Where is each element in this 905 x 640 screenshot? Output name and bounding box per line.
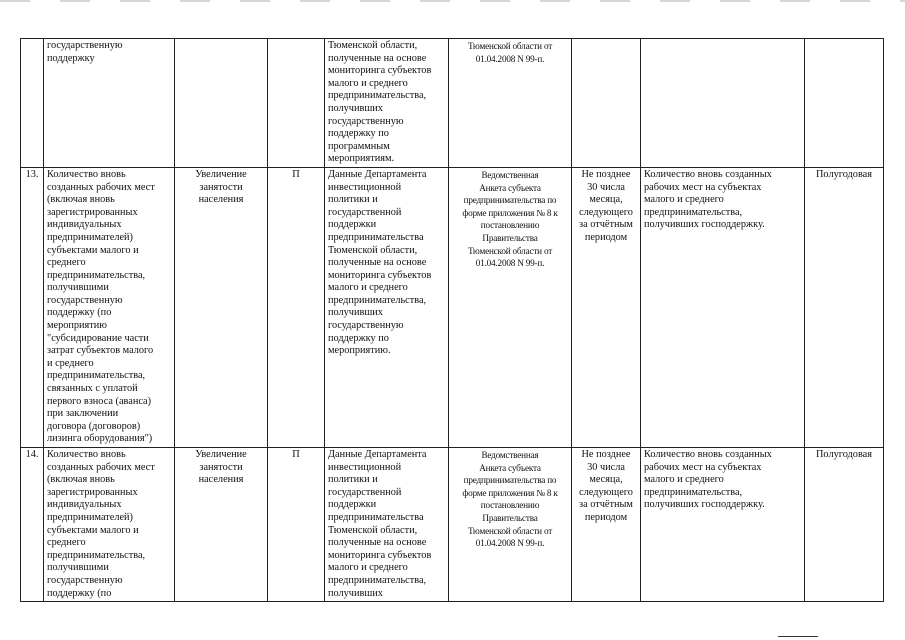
method-cell [641, 448, 805, 602]
page-footer-line [778, 636, 818, 637]
row-number: 13. [25, 168, 39, 180]
indicators-table [20, 38, 884, 602]
row-number-cell [21, 39, 44, 168]
direction-text: Увеличение занятости населения [195, 168, 247, 206]
deadline-cell [572, 39, 641, 168]
table-row [21, 39, 884, 168]
unit-text: П [292, 168, 300, 180]
indicator-cell [44, 448, 175, 602]
table-row [21, 448, 884, 602]
form-cell [449, 39, 572, 168]
form-cell [449, 448, 572, 602]
unit-cell [268, 448, 325, 602]
row-number-cell [21, 448, 44, 602]
source-text: Тюменской области, полученные на основе мониторинга субъектов малого и среднего предпринимательства, получивших государственную поддержку по программным мероприятиям. [328, 40, 432, 165]
unit-text: П [292, 449, 300, 460]
deadline-text: Не позднее 30 числа месяца, следующего за отчётным периодом [579, 168, 633, 243]
source-cell [325, 448, 449, 602]
source-text: Данные Департамента инвестиционной политики и государственной поддержки предпринимательства Тюменской области, полученные на основе мониторинга субъектов малого и среднего предпринимательства, получивших [328, 449, 432, 599]
deadline-text: Не позднее 30 числа месяца, следующего за отчётным периодом [579, 449, 633, 523]
period-cell [805, 448, 884, 602]
unit-cell [268, 167, 325, 447]
unit-cell [268, 39, 325, 168]
direction-cell [175, 39, 268, 168]
row-number: 14. [25, 449, 39, 460]
period-cell [805, 167, 884, 447]
deadline-cell [572, 167, 641, 447]
direction-text: Увеличение занятости населения [195, 449, 247, 486]
method-cell [641, 167, 805, 447]
method-text: Количество вновь созданных рабочих мест на субъектах малого и среднего предпринимательства, получивших господдержку. [644, 449, 772, 511]
table-row [21, 167, 884, 447]
method-text: Количество вновь созданных рабочих мест на субъектах малого и среднего предпринимательства, получивших господдержку. [644, 168, 772, 231]
indicator-cell [44, 39, 175, 168]
source-cell [325, 39, 449, 168]
direction-cell [175, 448, 268, 602]
source-text: Данные Департамента инвестиционной политики и государственной поддержки предпринимательства Тюменской области, полученные на основе мониторинга субъектов малого и среднего предпринимательства, получивших государственную поддержку по мероприятию. [328, 168, 432, 357]
indicator-cell [44, 167, 175, 447]
form-cell [449, 167, 572, 447]
form-text: Тюменской области от 01.04.2008 N 99-п. [467, 41, 553, 64]
period-text: Полугодовая [816, 168, 872, 180]
direction-cell [175, 167, 268, 447]
period-text: Полугодовая [816, 449, 872, 460]
deadline-cell [572, 448, 641, 602]
indicator-text: Количество вновь созданных рабочих мест (включая вновь зарегистрированных индивидуальных предпринимателей) субъектами малого и среднего предпринимательства, получившими государственную поддержку (по [47, 449, 155, 599]
row-number-cell [21, 167, 44, 447]
method-cell [641, 39, 805, 168]
indicator-text: государственную поддержку [47, 40, 123, 64]
form-text: Ведомственная Анкета субъекта предпринимательства по форме приложения № 8 к постановлению Правительства Тюменской области от 01.04.2008 N 99-п. [462, 450, 558, 549]
scan-artifact-top [0, 0, 905, 2]
period-cell [805, 39, 884, 168]
source-cell [325, 167, 449, 447]
form-text: Ведомственная Анкета субъекта предпринимательства по форме приложения № 8 к постановлению Правительства Тюменской области от 01.04.2008 N 99-п. [462, 169, 558, 269]
indicator-text: Количество вновь созданных рабочих мест (включая вновь зарегистрированных индивидуальных предпринимателей) субъектами малого и среднего предпринимательства, получившими государственную поддержку (по мероприятию "субсидирование части затрат субъектов малого и среднего предпринимательства, связанных с уплатой первого взноса (аванса) при заключении договора (договоров) лизинга оборудования") [47, 168, 155, 445]
